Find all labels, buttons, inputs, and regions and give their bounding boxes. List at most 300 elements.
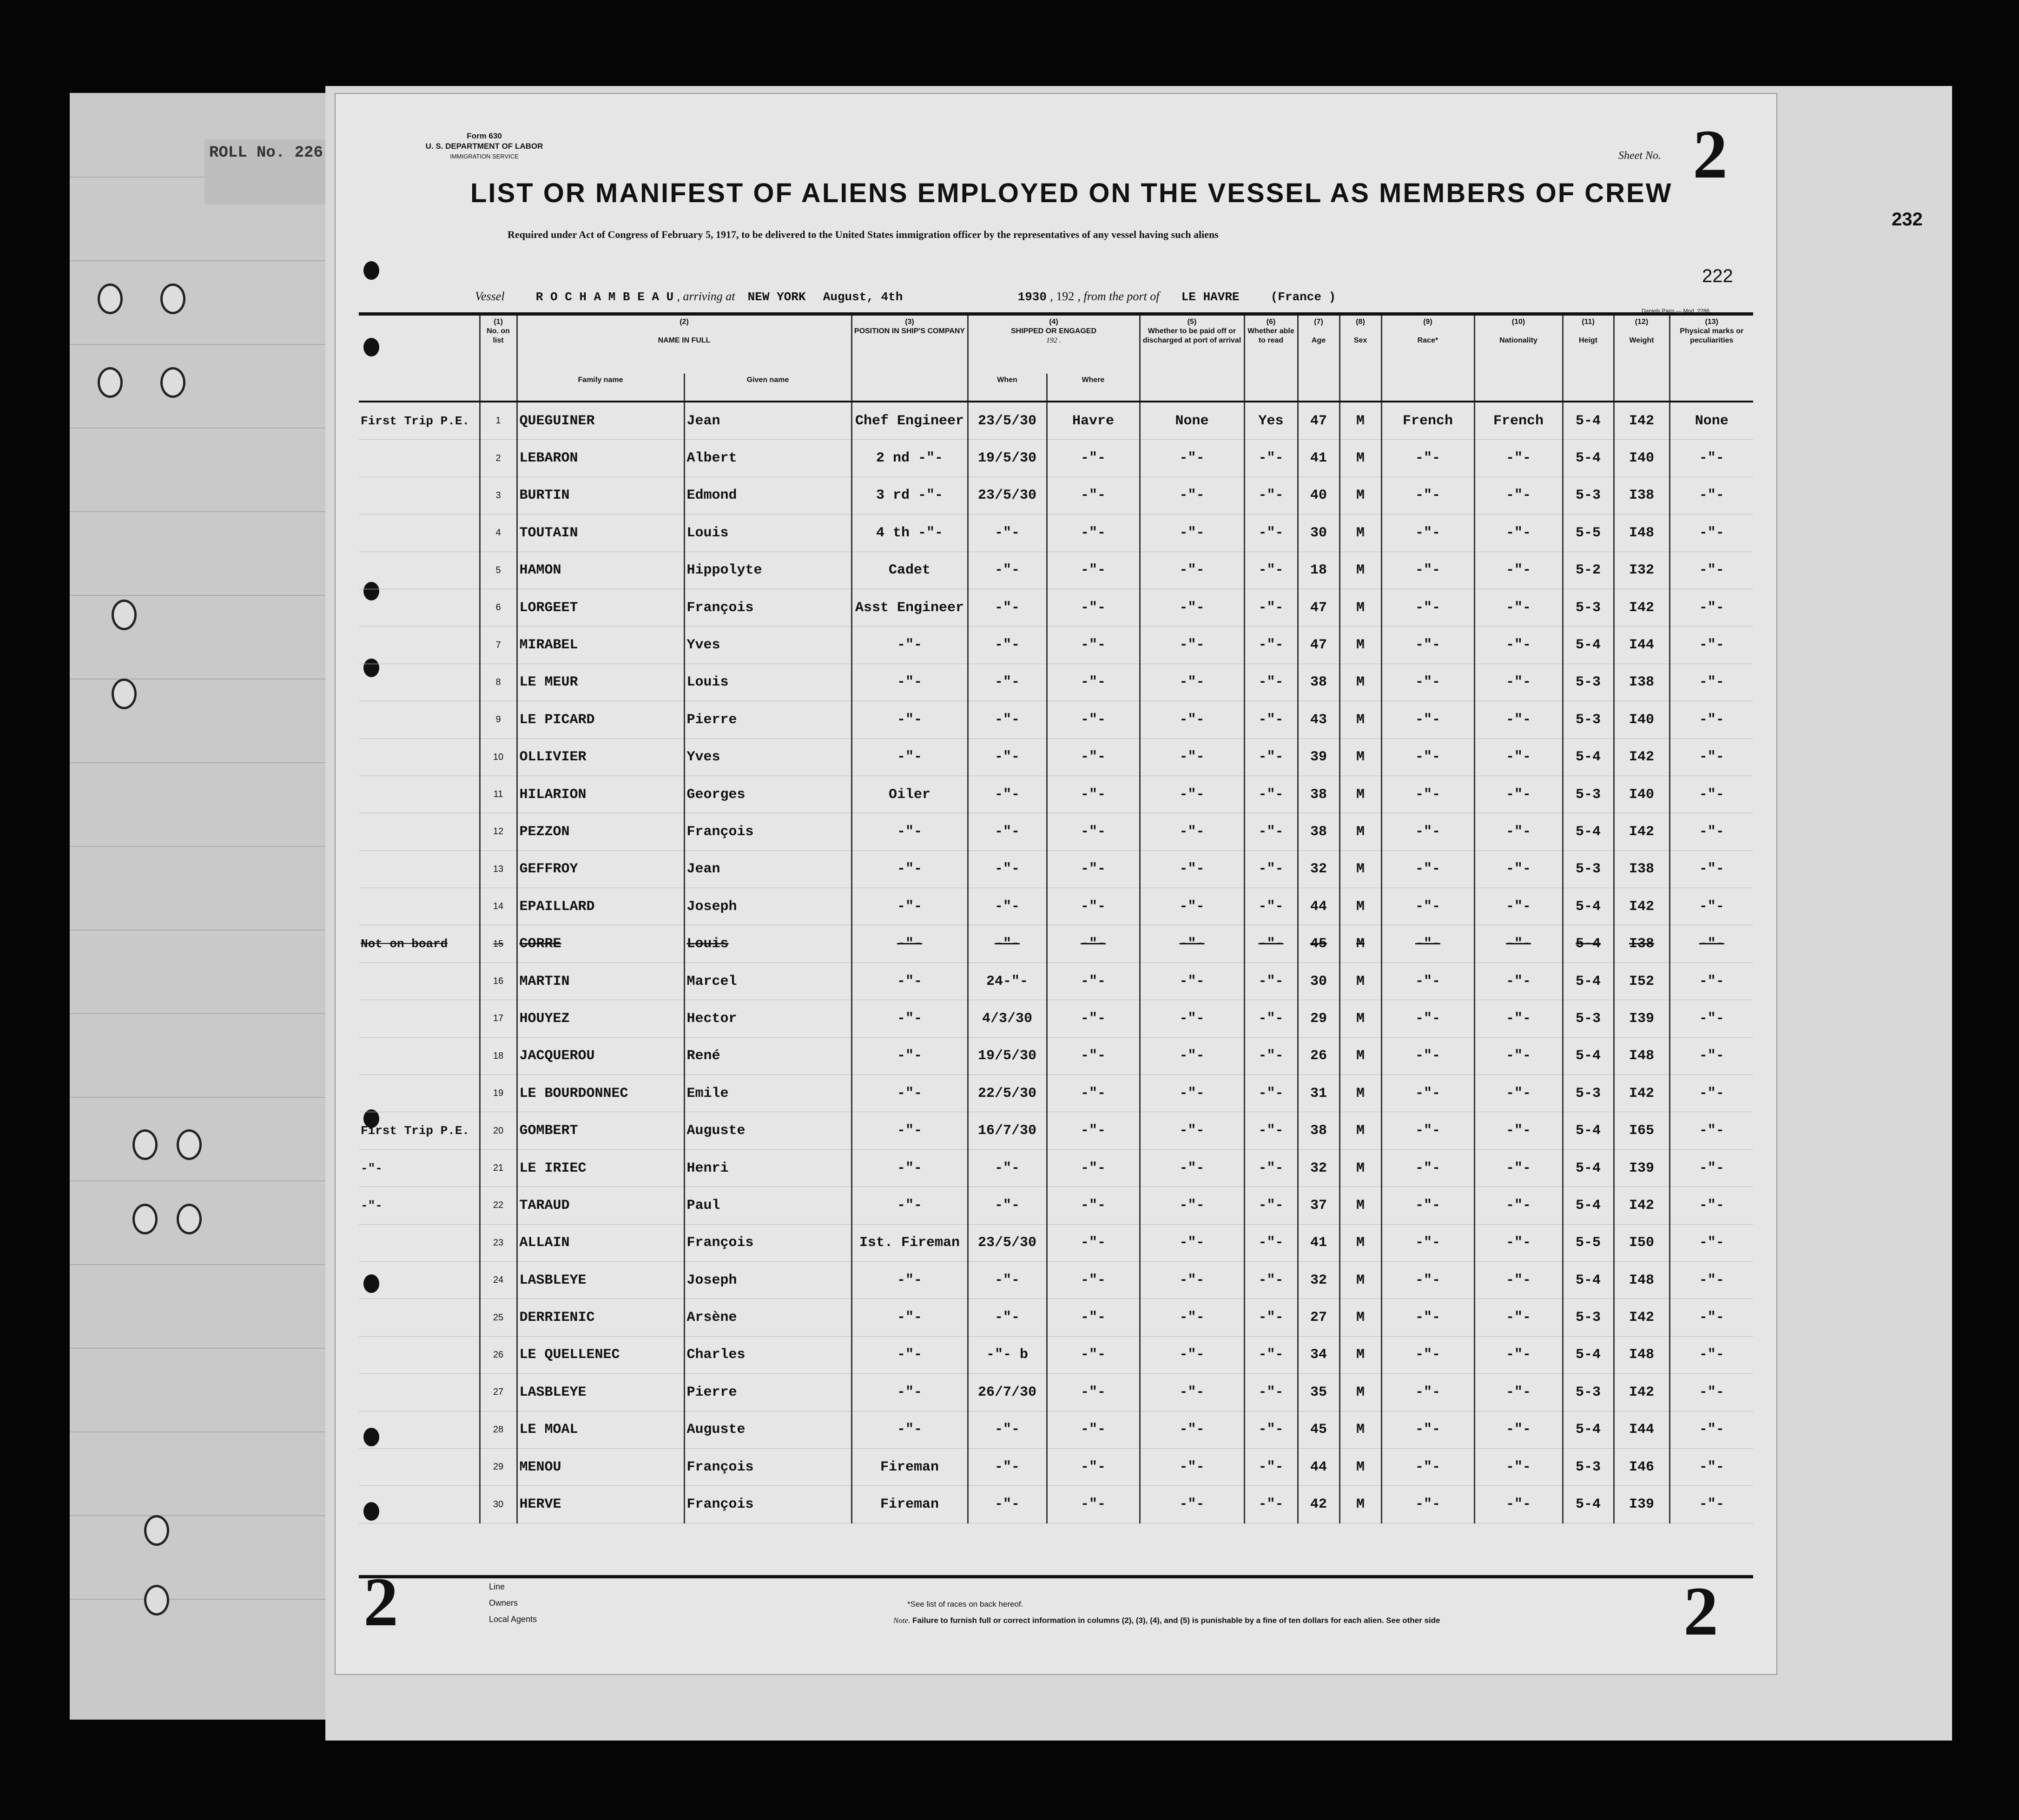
col4-year: 192 . — [1046, 336, 1061, 344]
row-number: 22 — [480, 1187, 517, 1224]
row-number: 17 — [480, 1000, 517, 1037]
weight: I42 — [1614, 813, 1669, 851]
shipped-when: -"- — [968, 589, 1047, 626]
position: 4 th -"- — [851, 514, 968, 552]
shipped-when: -"- — [968, 552, 1047, 589]
margin-note — [359, 888, 480, 925]
shipped-when: -"- — [968, 1149, 1047, 1187]
crew-row — [359, 1261, 1753, 1299]
given-name: Pierre — [684, 1374, 851, 1411]
weight: I46 — [1614, 1448, 1669, 1485]
physical-marks: -"- — [1669, 514, 1753, 552]
nationality: -"- — [1474, 589, 1563, 626]
shipped-where: -"- — [1047, 888, 1140, 925]
family-name: JACQUEROU — [517, 1037, 684, 1075]
crew-row — [359, 813, 1753, 851]
family-name: DERRIENIC — [517, 1299, 684, 1336]
crew-row — [359, 1187, 1753, 1224]
position: -"- — [851, 1299, 968, 1336]
height: 5-4 — [1563, 963, 1614, 1000]
col4-label: SHIPPED OR ENGAGED — [1010, 327, 1097, 335]
crew-row — [359, 1112, 1753, 1149]
row-number: 4 — [480, 514, 517, 552]
weight: I39 — [1614, 1149, 1669, 1187]
sex: M — [1339, 1000, 1381, 1037]
position: -"- — [851, 1149, 968, 1187]
shipped-when: -"- — [968, 514, 1047, 552]
archive-stamp-label: ROLL No. — [209, 144, 285, 162]
race: -"- — [1381, 477, 1474, 514]
row-number: 19 — [480, 1075, 517, 1112]
age: 45 — [1298, 925, 1339, 963]
race: -"- — [1381, 1486, 1474, 1523]
shipped-when: -"- b — [968, 1336, 1047, 1373]
position: -"- — [851, 626, 968, 664]
family-name: LE MOAL — [517, 1411, 684, 1448]
weight: I44 — [1614, 626, 1669, 664]
shipped-where: -"- — [1047, 963, 1140, 1000]
row-number: 2 — [480, 440, 517, 477]
margin-note — [359, 626, 480, 664]
race: -"- — [1381, 1374, 1474, 1411]
family-name: LASBLEYE — [517, 1374, 684, 1411]
given-name: Joseph — [684, 1261, 851, 1299]
sex: M — [1339, 701, 1381, 739]
physical-marks: -"- — [1669, 589, 1753, 626]
binder-hole — [112, 600, 137, 630]
able-to-read: -"- — [1244, 1187, 1298, 1224]
sex: M — [1339, 514, 1381, 552]
able-to-read: -"- — [1244, 851, 1298, 888]
age: 47 — [1298, 589, 1339, 626]
race: -"- — [1381, 888, 1474, 925]
height: 5-5 — [1563, 514, 1614, 552]
height: 5-4 — [1563, 1037, 1614, 1075]
col7-number: (7) — [1314, 318, 1323, 326]
shipped-when: -"- — [968, 888, 1047, 925]
col9-number: (9) — [1423, 318, 1432, 326]
family-name: LORGEET — [517, 589, 684, 626]
given-name: Auguste — [684, 1112, 851, 1149]
able-to-read: -"- — [1244, 925, 1298, 963]
age: 45 — [1298, 1411, 1339, 1448]
margin-note — [359, 1037, 480, 1075]
race: -"- — [1381, 626, 1474, 664]
given-name: Hippolyte — [684, 552, 851, 589]
physical-marks: -"- — [1669, 440, 1753, 477]
age: 38 — [1298, 664, 1339, 701]
family-name: GOMBERT — [517, 1112, 684, 1149]
crew-row — [359, 1000, 1753, 1037]
margin-note: -"- — [359, 1149, 480, 1187]
age: 38 — [1298, 813, 1339, 851]
age: 40 — [1298, 477, 1339, 514]
printed-year: , 192 — [1050, 290, 1075, 303]
shipped-when: -"- — [968, 1411, 1047, 1448]
binder-hole — [132, 1129, 158, 1160]
crew-row — [359, 925, 1753, 963]
paid-off: -"- — [1140, 1486, 1244, 1523]
row-number: 3 — [480, 477, 517, 514]
crew-row — [359, 1448, 1753, 1485]
family-name: LASBLEYE — [517, 1261, 684, 1299]
arrival-date: August, 4th — [823, 290, 903, 304]
binder-hole — [177, 1129, 202, 1160]
sheet-mark-left: 2 — [363, 1563, 398, 1641]
col4-header — [968, 316, 1140, 374]
family-name: MIRABEL — [517, 626, 684, 664]
position: -"- — [851, 739, 968, 776]
shipped-when: 19/5/30 — [968, 440, 1047, 477]
given-name: François — [684, 1448, 851, 1485]
given-name: Yves — [684, 739, 851, 776]
col4-number: (4) — [1049, 318, 1058, 326]
sex: M — [1339, 1149, 1381, 1187]
col12-header — [1614, 316, 1669, 374]
nationality: -"- — [1474, 963, 1563, 1000]
shipped-when: 16/7/30 — [968, 1112, 1047, 1149]
given-name: Henri — [684, 1149, 851, 1187]
physical-marks: -"- — [1669, 1112, 1753, 1149]
service: IMMIGRATION SERVICE — [450, 153, 519, 160]
able-to-read: -"- — [1244, 440, 1298, 477]
shipped-where: -"- — [1047, 1374, 1140, 1411]
position: -"- — [851, 851, 968, 888]
weight: I42 — [1614, 589, 1669, 626]
age: 42 — [1298, 1486, 1339, 1523]
paid-off: -"- — [1140, 440, 1244, 477]
shipped-when: -"- — [968, 776, 1047, 813]
margin-note — [359, 739, 480, 776]
arrival-port: NEW YORK — [747, 290, 806, 304]
given-name: Yves — [684, 626, 851, 664]
age: 26 — [1298, 1037, 1339, 1075]
note-label: Note. — [893, 1616, 911, 1625]
crew-row — [359, 739, 1753, 776]
paid-off: -"- — [1140, 552, 1244, 589]
row-number: 13 — [480, 851, 517, 888]
sex: M — [1339, 1187, 1381, 1224]
race: -"- — [1381, 552, 1474, 589]
able-to-read: -"- — [1244, 1486, 1298, 1523]
binder-hole — [98, 367, 123, 398]
age: 39 — [1298, 739, 1339, 776]
race: -"- — [1381, 1336, 1474, 1373]
nationality: French — [1474, 402, 1563, 440]
position: Chef Engineer — [851, 402, 968, 440]
paid-off: -"- — [1140, 626, 1244, 664]
physical-marks: -"- — [1669, 813, 1753, 851]
given-name: Louis — [684, 664, 851, 701]
row-number: 9 — [480, 701, 517, 739]
able-to-read: -"- — [1244, 1149, 1298, 1187]
able-to-read: -"- — [1244, 626, 1298, 664]
sex: M — [1339, 1075, 1381, 1112]
physical-marks: -"- — [1669, 1037, 1753, 1075]
crew-row — [359, 514, 1753, 552]
height: 5-4 — [1563, 1149, 1614, 1187]
department: U. S. DEPARTMENT OF LABOR — [425, 142, 543, 151]
crew-row — [359, 963, 1753, 1000]
row-number: 27 — [480, 1374, 517, 1411]
height: 5-3 — [1563, 1075, 1614, 1112]
position: -"- — [851, 701, 968, 739]
col11-header — [1563, 316, 1614, 374]
paid-off: -"- — [1140, 1000, 1244, 1037]
crew-row — [359, 1224, 1753, 1261]
form-title: LIST OR MANIFEST OF ALIENS EMPLOYED ON THE VESSEL AS MEMBERS OF CREW — [470, 178, 1673, 208]
age: 38 — [1298, 1112, 1339, 1149]
weight: I42 — [1614, 402, 1669, 440]
given-name: Hector — [684, 1000, 851, 1037]
shipped-where: -"- — [1047, 589, 1140, 626]
shipped-where: -"- — [1047, 1000, 1140, 1037]
margin-note — [359, 1299, 480, 1336]
page-number: 232 — [1892, 209, 1923, 230]
col8-label: Sex — [1353, 336, 1367, 344]
col10-header — [1474, 316, 1563, 374]
shipped-when: -"- — [968, 851, 1047, 888]
sex: M — [1339, 851, 1381, 888]
shipped-where: -"- — [1047, 701, 1140, 739]
able-to-read: -"- — [1244, 1075, 1298, 1112]
shipped-where: -"- — [1047, 552, 1140, 589]
shipped-when: -"- — [968, 701, 1047, 739]
binder-hole — [112, 679, 137, 709]
shipped-where: -"- — [1047, 1299, 1140, 1336]
paid-off: -"- — [1140, 1149, 1244, 1187]
margin-note — [359, 477, 480, 514]
manifest-sheet — [335, 93, 1777, 1675]
age: 38 — [1298, 776, 1339, 813]
paid-off: -"- — [1140, 1374, 1244, 1411]
able-to-read: -"- — [1244, 477, 1298, 514]
given-name: Jean — [684, 851, 851, 888]
col10-label: Nationality — [1499, 336, 1537, 344]
margin-note — [359, 589, 480, 626]
weight: I48 — [1614, 1261, 1669, 1299]
crew-row — [359, 1299, 1753, 1336]
fine-note — [893, 1616, 1440, 1625]
nationality: -"- — [1474, 1299, 1563, 1336]
physical-marks: -"- — [1669, 552, 1753, 589]
given-name: Emile — [684, 1075, 851, 1112]
race: -"- — [1381, 664, 1474, 701]
sex: M — [1339, 1112, 1381, 1149]
note-text: Failure to furnish full or correct information in columns (2), (3), (4), and (5) is punishable by a fine of ten dollars for each alien. See other side — [912, 1616, 1440, 1625]
age: 43 — [1298, 701, 1339, 739]
physical-marks: -"- — [1669, 1187, 1753, 1224]
sex: M — [1339, 888, 1381, 925]
paid-off: -"- — [1140, 1448, 1244, 1485]
paid-off: -"- — [1140, 1299, 1244, 1336]
given-name: Louis — [684, 514, 851, 552]
row-number: 26 — [480, 1336, 517, 1373]
paid-off: -"- — [1140, 925, 1244, 963]
crew-row — [359, 626, 1753, 664]
crew-row — [359, 589, 1753, 626]
crew-row — [359, 851, 1753, 888]
arrival-year: 1930 — [1017, 290, 1047, 304]
row-number: 15 — [480, 925, 517, 963]
able-to-read: Yes — [1244, 402, 1298, 440]
weight: I38 — [1614, 664, 1669, 701]
shipped-when: 23/5/30 — [968, 402, 1047, 440]
nationality: -"- — [1474, 1112, 1563, 1149]
shipped-where: -"- — [1047, 1336, 1140, 1373]
owners-label: Owners — [489, 1598, 518, 1608]
physical-marks: -"- — [1669, 1336, 1753, 1373]
margin-note — [359, 552, 480, 589]
crew-row — [359, 552, 1753, 589]
col5-label: Whether to be paid off or discharged at port of arrival — [1142, 327, 1241, 344]
race: -"- — [1381, 739, 1474, 776]
col9-label: Race* — [1417, 336, 1438, 344]
weight: I40 — [1614, 440, 1669, 477]
row-number: 5 — [480, 552, 517, 589]
row-number: 29 — [480, 1448, 517, 1485]
crew-row — [359, 440, 1753, 477]
nationality: -"- — [1474, 440, 1563, 477]
margin-note: First Trip P.E. — [359, 402, 480, 440]
weight: I48 — [1614, 1336, 1669, 1373]
race: -"- — [1381, 1000, 1474, 1037]
given-name: Pierre — [684, 701, 851, 739]
physical-marks: -"- — [1669, 1224, 1753, 1261]
nationality: -"- — [1474, 851, 1563, 888]
age: 32 — [1298, 1261, 1339, 1299]
shipped-where: -"- — [1047, 1486, 1140, 1523]
able-to-read: -"- — [1244, 1374, 1298, 1411]
margin-notes-header — [359, 316, 480, 374]
paid-off: -"- — [1140, 1037, 1244, 1075]
given-name: Louis — [684, 925, 851, 963]
margin-note — [359, 664, 480, 701]
underlying-ledger-page — [70, 93, 350, 1720]
family-name: TARAUD — [517, 1187, 684, 1224]
height: 5-2 — [1563, 552, 1614, 589]
col13-header — [1669, 316, 1753, 374]
age: 32 — [1298, 851, 1339, 888]
margin-note — [359, 813, 480, 851]
family-name-header: Family name — [517, 374, 684, 402]
nationality: -"- — [1474, 1336, 1563, 1373]
row-number: 21 — [480, 1149, 517, 1187]
margin-note — [359, 1000, 480, 1037]
row-number: 30 — [480, 1486, 517, 1523]
height: 5-3 — [1563, 477, 1614, 514]
physical-marks: -"- — [1669, 1299, 1753, 1336]
height: 5-4 — [1563, 440, 1614, 477]
sex: M — [1339, 440, 1381, 477]
given-name: Marcel — [684, 963, 851, 1000]
nationality: -"- — [1474, 776, 1563, 813]
col6-number: (6) — [1266, 318, 1276, 326]
family-name: HILARION — [517, 776, 684, 813]
physical-marks: -"- — [1669, 739, 1753, 776]
family-name: OLLIVIER — [517, 739, 684, 776]
age: 44 — [1298, 888, 1339, 925]
shipped-when: -"- — [968, 1486, 1047, 1523]
sex: M — [1339, 1261, 1381, 1299]
position: -"- — [851, 1000, 968, 1037]
shipped-where: -"- — [1047, 1149, 1140, 1187]
departure-country: (France ) — [1270, 290, 1336, 304]
height: 5-5 — [1563, 1224, 1614, 1261]
shipped-when: 22/5/30 — [968, 1075, 1047, 1112]
sex: M — [1339, 1448, 1381, 1485]
weight: I65 — [1614, 1112, 1669, 1149]
race: -"- — [1381, 701, 1474, 739]
binder-hole — [144, 1515, 169, 1546]
family-name: ALLAIN — [517, 1224, 684, 1261]
paid-off: -"- — [1140, 963, 1244, 1000]
race: -"- — [1381, 1261, 1474, 1299]
position: Fireman — [851, 1448, 968, 1485]
physical-marks: -"- — [1669, 963, 1753, 1000]
row-number: 16 — [480, 963, 517, 1000]
race: -"- — [1381, 776, 1474, 813]
sex: M — [1339, 1411, 1381, 1448]
row-number: 28 — [480, 1411, 517, 1448]
family-name: HOUYEZ — [517, 1000, 684, 1037]
shipped-where: -"- — [1047, 514, 1140, 552]
nationality: -"- — [1474, 813, 1563, 851]
col12-number: (12) — [1635, 318, 1649, 326]
race: -"- — [1381, 851, 1474, 888]
sex: M — [1339, 963, 1381, 1000]
margin-note — [359, 851, 480, 888]
able-to-read: -"- — [1244, 514, 1298, 552]
shipped-when: -"- — [968, 813, 1047, 851]
age: 18 — [1298, 552, 1339, 589]
line-label: Line — [489, 1582, 505, 1591]
physical-marks: -"- — [1669, 1261, 1753, 1299]
col8-header — [1339, 316, 1381, 374]
height: 5-4 — [1563, 1261, 1614, 1299]
nationality: -"- — [1474, 1224, 1563, 1261]
weight: I38 — [1614, 851, 1669, 888]
crew-row — [359, 888, 1753, 925]
family-name: MARTIN — [517, 963, 684, 1000]
vessel-line — [475, 289, 1336, 304]
height: 5-4 — [1563, 1411, 1614, 1448]
shipped-when: -"- — [968, 664, 1047, 701]
margin-note — [359, 440, 480, 477]
physical-marks: -"- — [1669, 1448, 1753, 1485]
col9-header — [1381, 316, 1474, 374]
able-to-read: -"- — [1244, 552, 1298, 589]
age: 47 — [1298, 626, 1339, 664]
nationality: -"- — [1474, 1187, 1563, 1224]
paid-off: -"- — [1140, 589, 1244, 626]
sex: M — [1339, 1224, 1381, 1261]
printer-mark: Daniels Paris — Mod. 2286. — [1642, 308, 1711, 314]
binder-hole — [160, 367, 185, 398]
shipped-where: -"- — [1047, 1075, 1140, 1112]
row-number: 14 — [480, 888, 517, 925]
col13-number: (13) — [1705, 318, 1718, 326]
race: -"- — [1381, 925, 1474, 963]
physical-marks: -"- — [1669, 851, 1753, 888]
margin-note — [359, 1374, 480, 1411]
crew-rows — [359, 402, 1753, 1523]
paid-off: -"- — [1140, 664, 1244, 701]
col5-number: (5) — [1187, 318, 1197, 326]
crew-row — [359, 1486, 1753, 1523]
race: -"- — [1381, 813, 1474, 851]
physical-marks: None — [1669, 402, 1753, 440]
